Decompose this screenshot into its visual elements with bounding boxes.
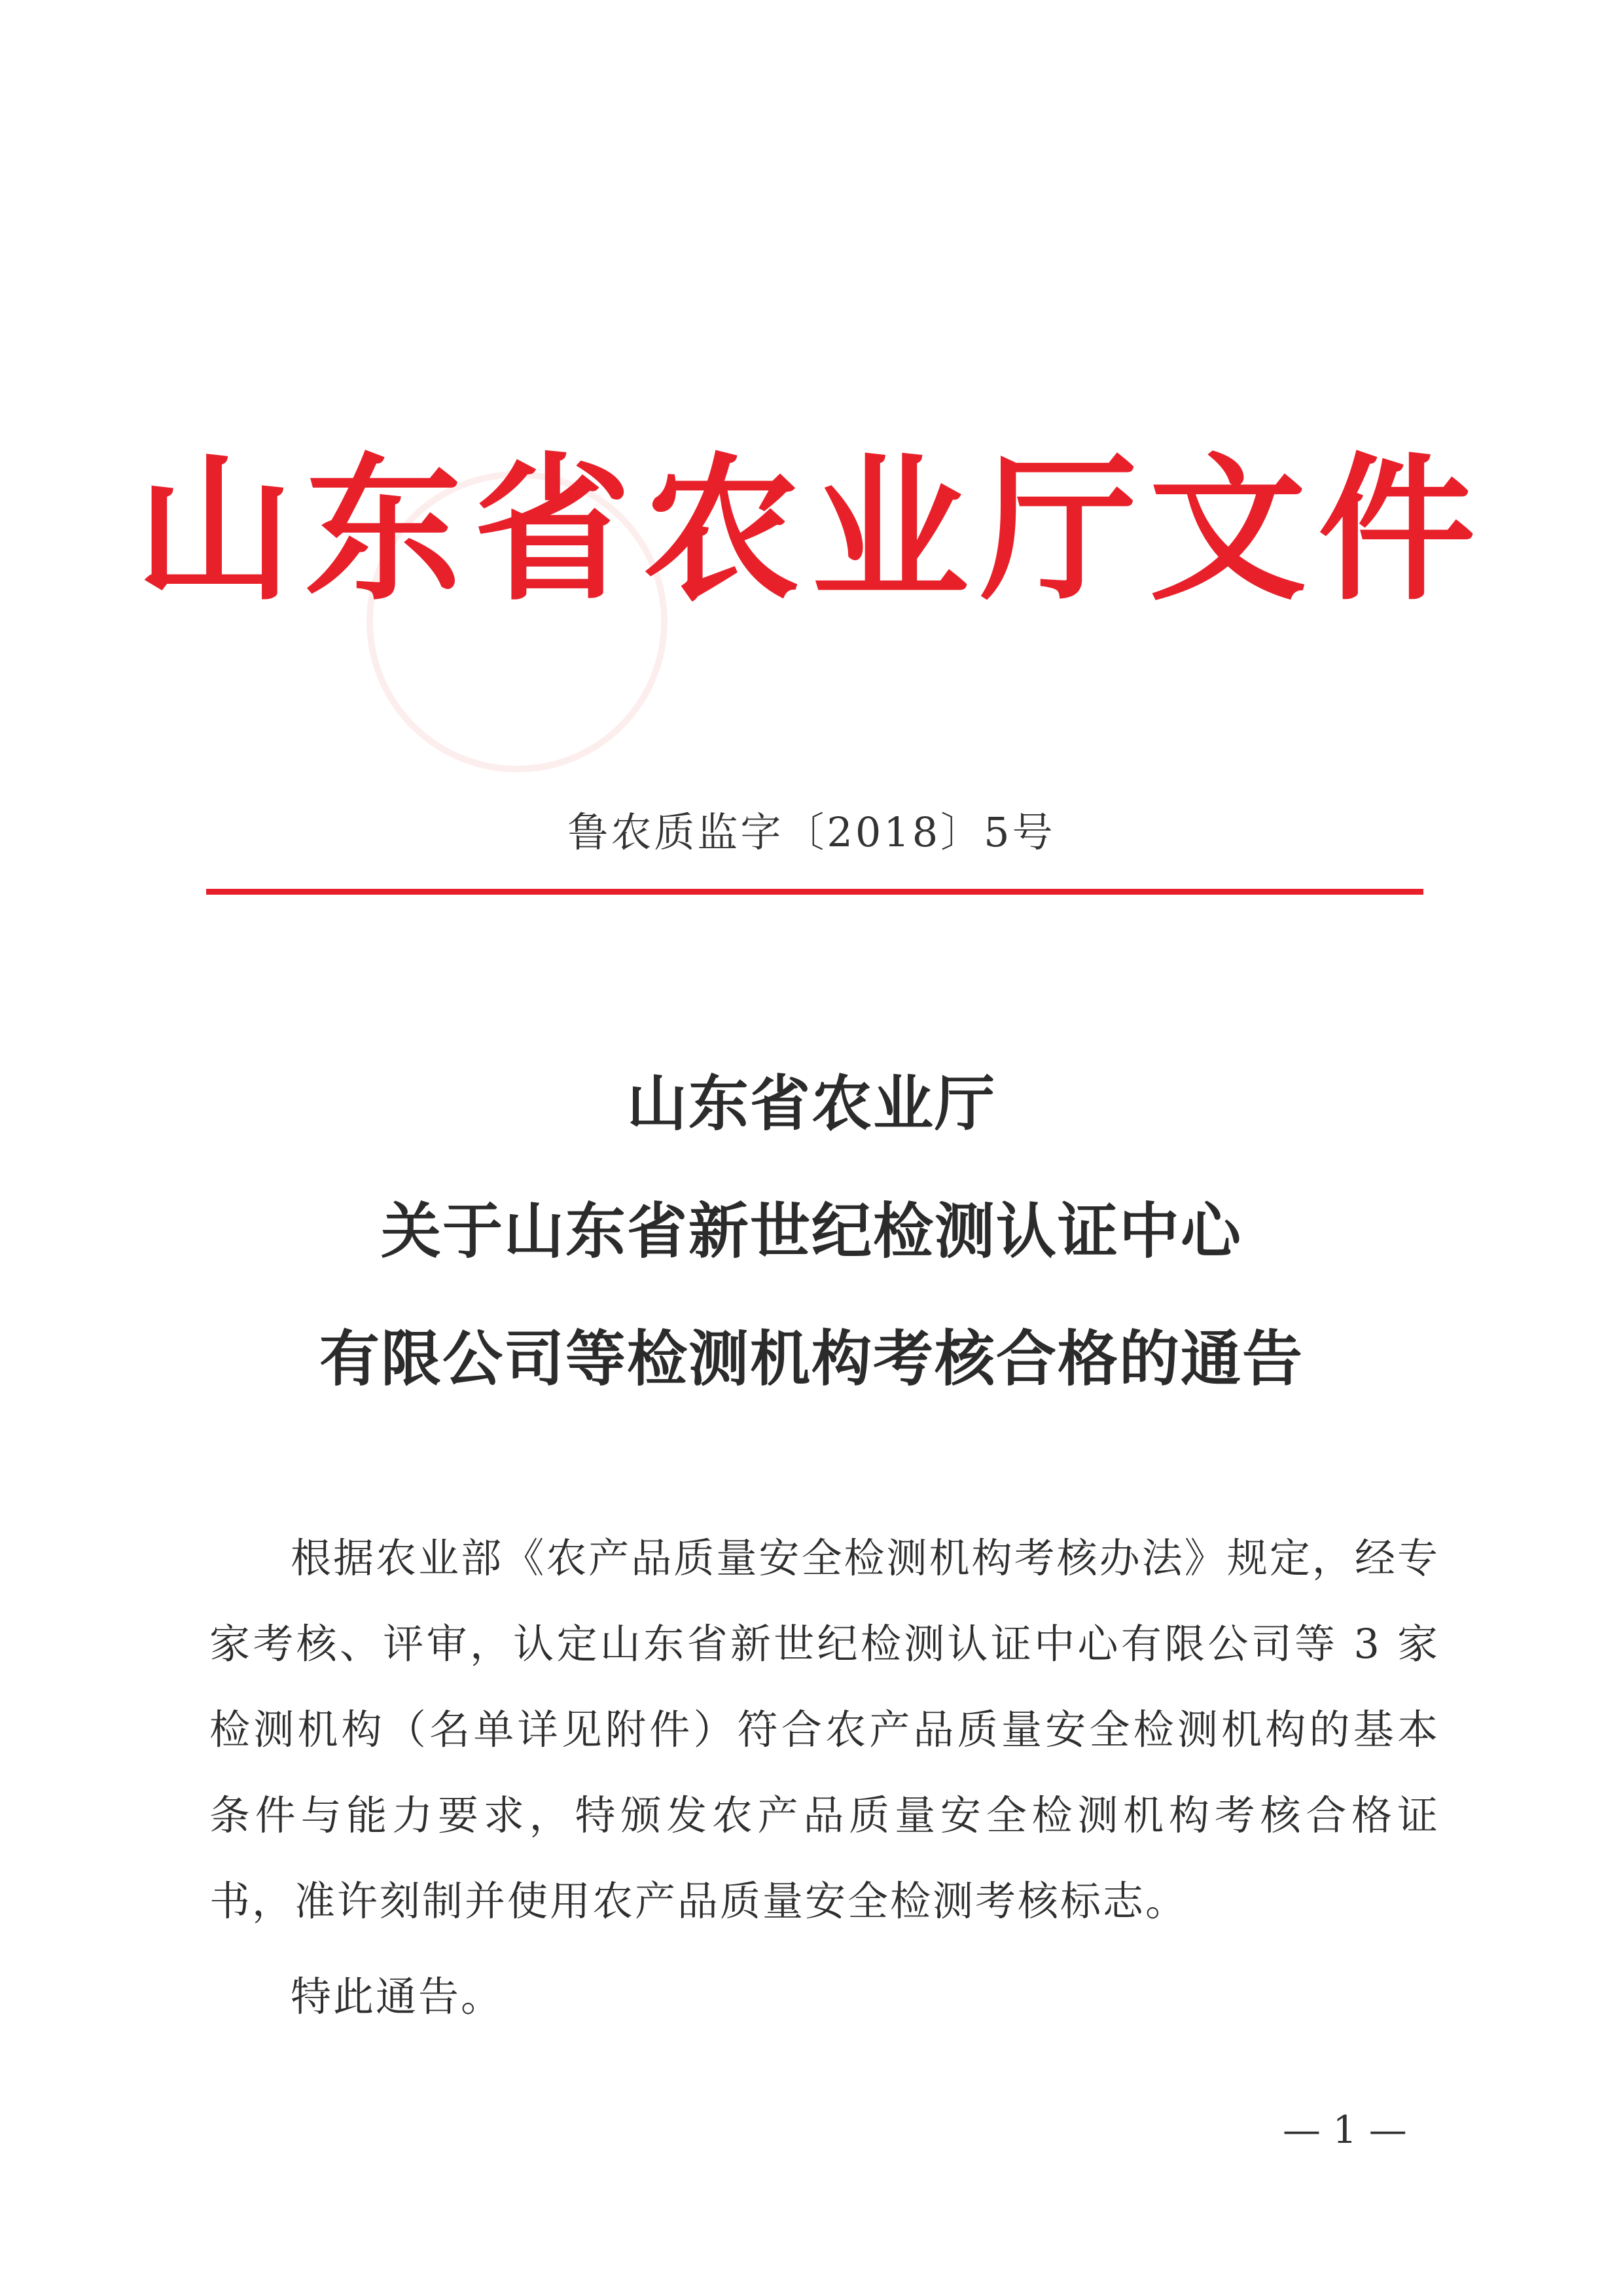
body-paragraph: 根据农业部《农产品质量安全检测机构考核办法》规定，经专家考核、评审，认定山东省新世纪检测认证中心有限公司等 3 家检测机构（名单详见附件）符合农产品质量安全检测机构的基本条件与能力要求，特颁发农产品质量安全检测机构考核合格证书，准许刻制并使用农产品质量安全检测考核标志。 — [209, 1534, 1440, 1925]
notice-title-line-3: 有限公司等检测机构考核合格的通告 — [319, 1323, 1304, 1394]
closing-statement: 特此通告。 — [291, 1973, 504, 2020]
notice-title-line-2: 关于山东省新世纪检测认证中心 — [380, 1196, 1242, 1266]
issuer-header-title: 山东省农业厅文件 — [136, 439, 1487, 622]
notice-body — [209, 1515, 1440, 1944]
notice-title-line-1: 山东省农业厅 — [626, 1068, 996, 1139]
document-number: 鲁农质监字〔2018〕5号 — [567, 808, 1056, 856]
red-separator-line — [206, 889, 1423, 895]
page-number: — 1 — — [1283, 2108, 1407, 2152]
